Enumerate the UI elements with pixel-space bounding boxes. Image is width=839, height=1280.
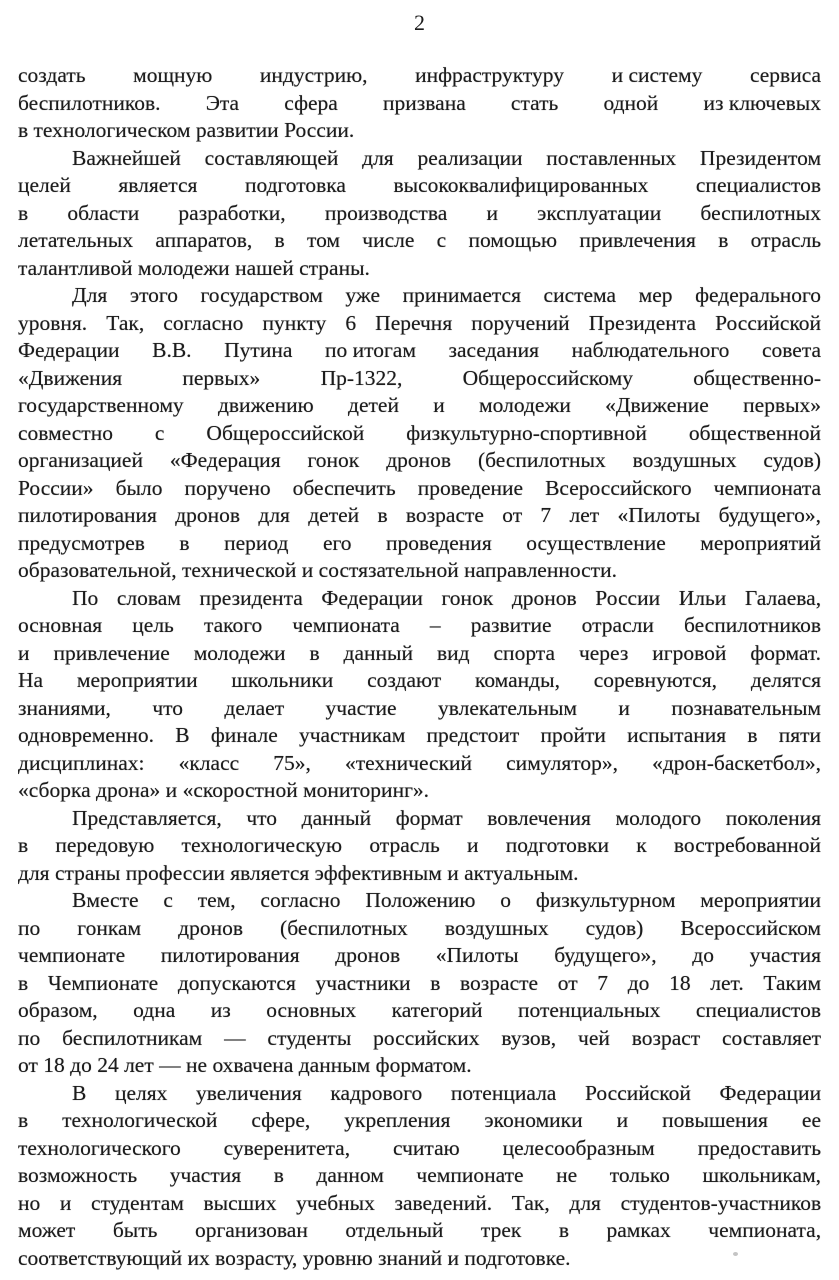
text-line: возможность участия в данном чемпионате не только школьникам, bbox=[18, 1163, 821, 1187]
text-line: талантливой молодежи нашей страны. bbox=[18, 255, 370, 280]
text-line: создать мощную индустрию, инфраструктуру и систему сервиса bbox=[18, 62, 821, 90]
text-line: от 18 до 24 лет — не охвачена данным форматом. bbox=[18, 1053, 472, 1077]
text-line: дисциплинах: «класс 75», «технический симулятор», «дрон-баскетбол», bbox=[18, 750, 821, 775]
text-line: по беспилотникам — студенты российских вузов, чей возраст составляет bbox=[18, 1025, 821, 1050]
text-line: беспилотников. Эта сфера призвана стать одной из ключевых bbox=[18, 90, 821, 118]
text-line: основная цель такого чемпионата – развитие отрасли беспилотников bbox=[18, 613, 821, 637]
paragraph bbox=[18, 145, 821, 283]
paragraph bbox=[18, 62, 821, 145]
tight-word-pair: из ключевых bbox=[703, 90, 821, 115]
document-body bbox=[18, 62, 821, 1272]
text-line: образовательной, технической и состязательной направленности. bbox=[18, 558, 617, 582]
tight-word-pair: и систему bbox=[611, 63, 703, 87]
text-line: организацией «Федерация гонок дронов (беспилотных воздушных судов) bbox=[18, 448, 821, 472]
text-line: для страны профессии является эффективным и актуальным. bbox=[18, 860, 579, 885]
text-line: Для этого государством уже принимается система мер федерального bbox=[72, 283, 821, 307]
tight-word-pair: по итогам bbox=[324, 338, 416, 362]
scan-speck bbox=[733, 1252, 738, 1256]
text-line: образом, одна из основных категорий потенциальных специалистов bbox=[18, 998, 821, 1022]
text-line: «Движения первых» Пр-1322, Общероссийскому общественно- bbox=[18, 365, 821, 390]
paragraph bbox=[18, 887, 821, 1080]
text-line: России» было поручено обеспечить проведение Всероссийского чемпионата bbox=[18, 475, 821, 500]
text-line: по гонкам дронов (беспилотных воздушных судов) Всероссийском bbox=[18, 915, 821, 940]
paragraph bbox=[18, 585, 821, 805]
text-line: одновременно. В финале участникам предстоит пройти испытания в пяти bbox=[18, 723, 821, 747]
text-line: знаниями, что делает участие увлекательным и познавательным bbox=[18, 695, 821, 720]
text-line: в передовую технологическую отрасль и подготовки к востребованной bbox=[18, 833, 821, 857]
text-line: Вместе с тем, согласно Положению о физкультурном мероприятии bbox=[72, 888, 821, 912]
text-line: технологического суверенитета, считаю целесообразным предоставить bbox=[18, 1135, 821, 1160]
text-line: На мероприятии школьники создают команды, соревнуются, делятся bbox=[18, 668, 821, 692]
text-line: в технологической сфере, укрепления экономики и повышения ее bbox=[18, 1108, 821, 1132]
text-line: и привлечение молодежи в данный вид спорта через игровой формат. bbox=[18, 640, 821, 665]
text-line: но и студентам высших учебных заведений. Так, для студентов-участников bbox=[18, 1190, 821, 1215]
text-line: в технологическом развитии России. bbox=[18, 118, 355, 142]
paragraph bbox=[18, 1080, 821, 1273]
text-line: пилотирования дронов для детей в возрасте от 7 лет «Пилоты будущего», bbox=[18, 503, 821, 527]
paragraph bbox=[18, 282, 821, 585]
text-line: Важнейшей составляющей для реализации поставленных Президентом bbox=[72, 145, 821, 170]
text-line: Представляется, что данный формат вовлечения молодого поколения bbox=[72, 805, 821, 830]
text-line: В целях увеличения кадрового потенциала Российской Федерации bbox=[72, 1080, 821, 1105]
text-line: соответствующий их возрасту, уровню знаний и подготовке. bbox=[18, 1245, 571, 1270]
text-line: летательных аппаратов, в том числе с помощью привлечения в отрасль bbox=[18, 228, 821, 252]
text-line: предусмотрев в период его проведения осуществление мероприятий bbox=[18, 530, 821, 555]
text-line: чемпионате пилотирования дронов «Пилоты будущего», до участия bbox=[18, 943, 821, 967]
text-line: По словам президента Федерации гонок дронов России Ильи Галаева, bbox=[72, 585, 821, 610]
text-line: государственному движению детей и молодежи «Движение первых» bbox=[18, 393, 821, 417]
text-line: в области разработки, производства и эксплуатации беспилотных bbox=[18, 200, 821, 225]
text-line: «сборка дрона» и «скоростной мониторинг». bbox=[18, 778, 430, 802]
text-line: целей является подготовка высококвалифицированных специалистов bbox=[18, 173, 821, 197]
text-line: в Чемпионате допускаются участники в возрасте от 7 до 18 лет. Таким bbox=[18, 970, 821, 995]
text-line: совместно с Общероссийской физкультурно-спортивной общественной bbox=[18, 420, 821, 445]
text-line: может быть организован отдельный трек в рамках чемпионата, bbox=[18, 1218, 821, 1242]
page-number: 2 bbox=[414, 10, 425, 35]
text-line: уровня. Так, согласно пункту 6 Перечня поручений Президента Российской bbox=[18, 310, 821, 335]
paragraph bbox=[18, 805, 821, 888]
text-line: Федерации В.В. Путина по итогам заседания наблюдательного совета bbox=[18, 337, 821, 365]
